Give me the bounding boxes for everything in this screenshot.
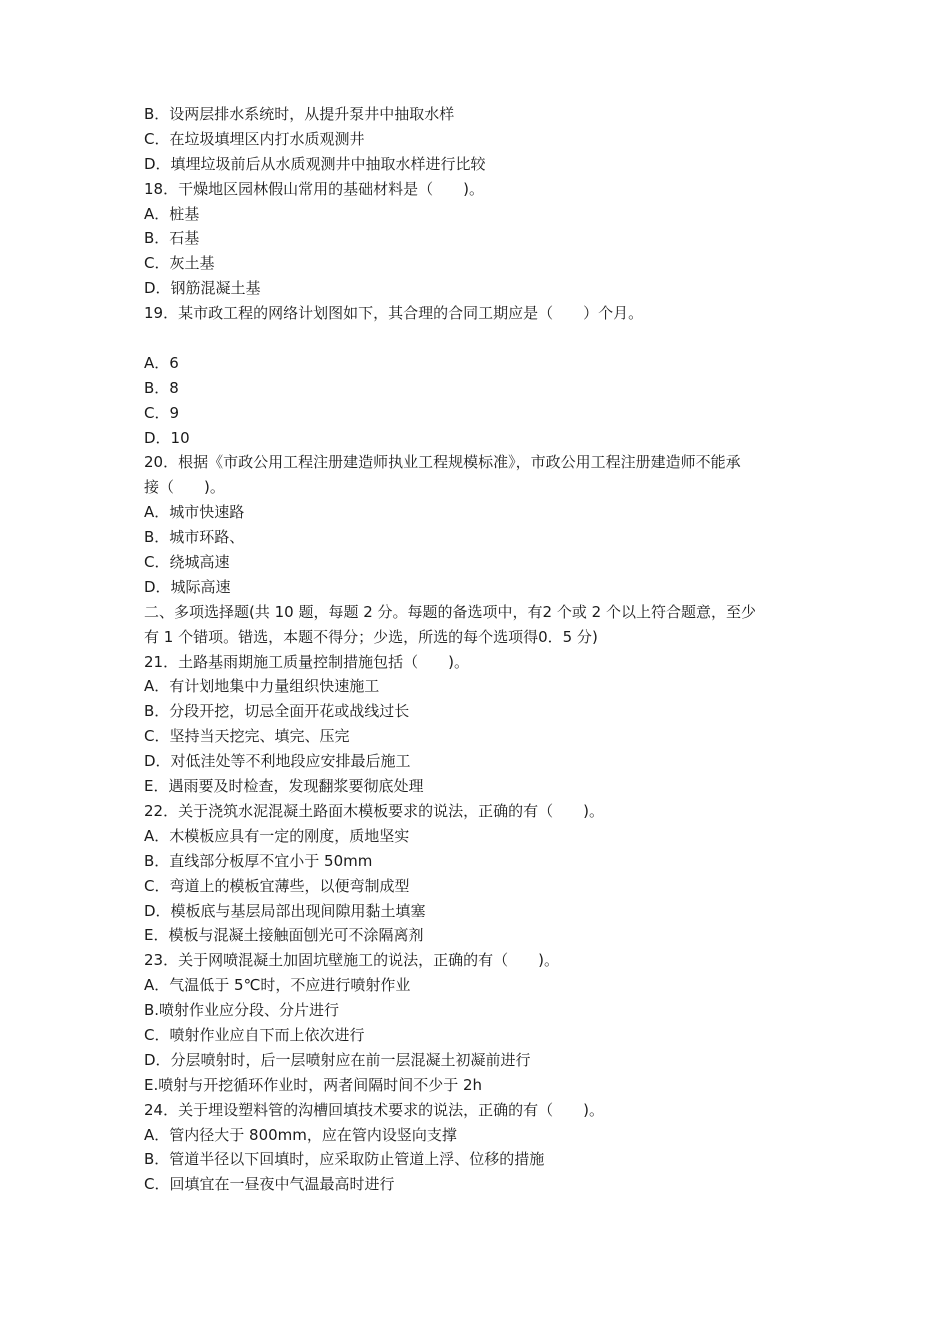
- option-line: C．坚持当天挖完、填完、压完: [144, 727, 350, 746]
- section-heading: 二、多项选择题(共 10 题，每题 2 分。每题的备选项中，有2 个或 2 个以上符合题意，至少: [144, 602, 756, 621]
- option-line: A．城市快速路: [144, 503, 245, 522]
- option-line: B．直线部分板厚不宜小于 50mm: [144, 851, 373, 870]
- option-line: D．分层喷射时，后一层喷射应在前一层混凝土初凝前进行: [144, 1050, 531, 1069]
- option-line: D．10: [144, 428, 190, 447]
- option-line: B.喷射作业应分段、分片进行: [144, 1001, 340, 1020]
- question-19: 19．某市政工程的网络计划图如下，其合理的合同工期应是（ ）个月。: [144, 304, 644, 323]
- question-24: 24．关于埋设塑料管的沟槽回填技术要求的说法，正确的有（ )。: [144, 1100, 604, 1119]
- option-line: A．6: [144, 353, 179, 372]
- option-line: B．设两层排水系统时，从提升泵井中抽取水样: [144, 105, 455, 123]
- blank-line: [144, 326, 824, 351]
- option-line: D．填埋垃圾前后从水质观测井中抽取水样进行比较: [144, 154, 486, 173]
- option-line: C．弯道上的模板宜薄些，以便弯制成型: [144, 876, 410, 895]
- option-line: B．石基: [144, 229, 200, 248]
- option-line: C．9: [144, 403, 180, 422]
- option-line: A．气温低于 5℃时，不应进行喷射作业: [144, 976, 411, 995]
- option-line: E.喷射与开挖循环作业时，两者间隔时间不少于 2h: [144, 1075, 483, 1094]
- option-line: A．管内径大于 800mm，应在管内设竖向支撑: [144, 1125, 457, 1144]
- question-22: 22．关于浇筑水泥混凝土路面木模板要求的说法，正确的有（ )。: [144, 801, 604, 820]
- section-heading-cont: 有 1 个错项。错选，本题不得分；少选，所选的每个选项得0．5 分): [144, 627, 598, 646]
- option-line: B．8: [144, 378, 179, 397]
- option-line: A．有计划地集中力量组织快速施工: [144, 677, 380, 696]
- question-18: 18．干燥地区园林假山常用的基础材料是（ )。: [144, 179, 484, 198]
- option-line: D．对低洼处等不利地段应安排最后施工: [144, 752, 411, 771]
- option-line: D．城际高速: [144, 577, 231, 596]
- option-line: A．木模板应具有一定的刚度，质地坚实: [144, 826, 410, 845]
- option-line: E．模板与混凝土接触面刨光可不涂隔离剂: [144, 926, 424, 945]
- option-line: C．回填宜在一昼夜中气温最高时进行: [144, 1175, 395, 1194]
- option-line: C．绕城高速: [144, 553, 230, 572]
- option-line: C．喷射作业应自下而上依次进行: [144, 1025, 365, 1044]
- question-23: 23．关于网喷混凝土加固坑壁施工的说法，正确的有（ )。: [144, 951, 559, 970]
- option-line: D．模板底与基层局部出现间隙用黏土填塞: [144, 901, 426, 920]
- option-line: A．桩基: [144, 204, 200, 223]
- question-21: 21．土路基雨期施工质量控制措施包括（ )。: [144, 652, 469, 671]
- option-line: B．城市环路、: [144, 528, 245, 547]
- option-line: B．分段开挖，切忌全面开花或战线过长: [144, 702, 410, 721]
- question-20-cont: 接（ )。: [144, 478, 225, 497]
- question-20: 20．根据《市政公用工程注册建造师执业工程规模标准》，市政公用工程注册建造师不能承: [144, 453, 741, 472]
- option-line: D．钢筋混凝土基: [144, 279, 261, 298]
- option-line: C．灰土基: [144, 254, 215, 273]
- option-line: B．管道半径以下回填时，应采取防止管道上浮、位移的措施: [144, 1150, 545, 1169]
- option-line: E．遇雨要及时检查，发现翻浆要彻底处理: [144, 777, 424, 796]
- document-page: [144, 102, 824, 1197]
- option-line: C．在垃圾填埋区内打水质观测井: [144, 129, 365, 148]
